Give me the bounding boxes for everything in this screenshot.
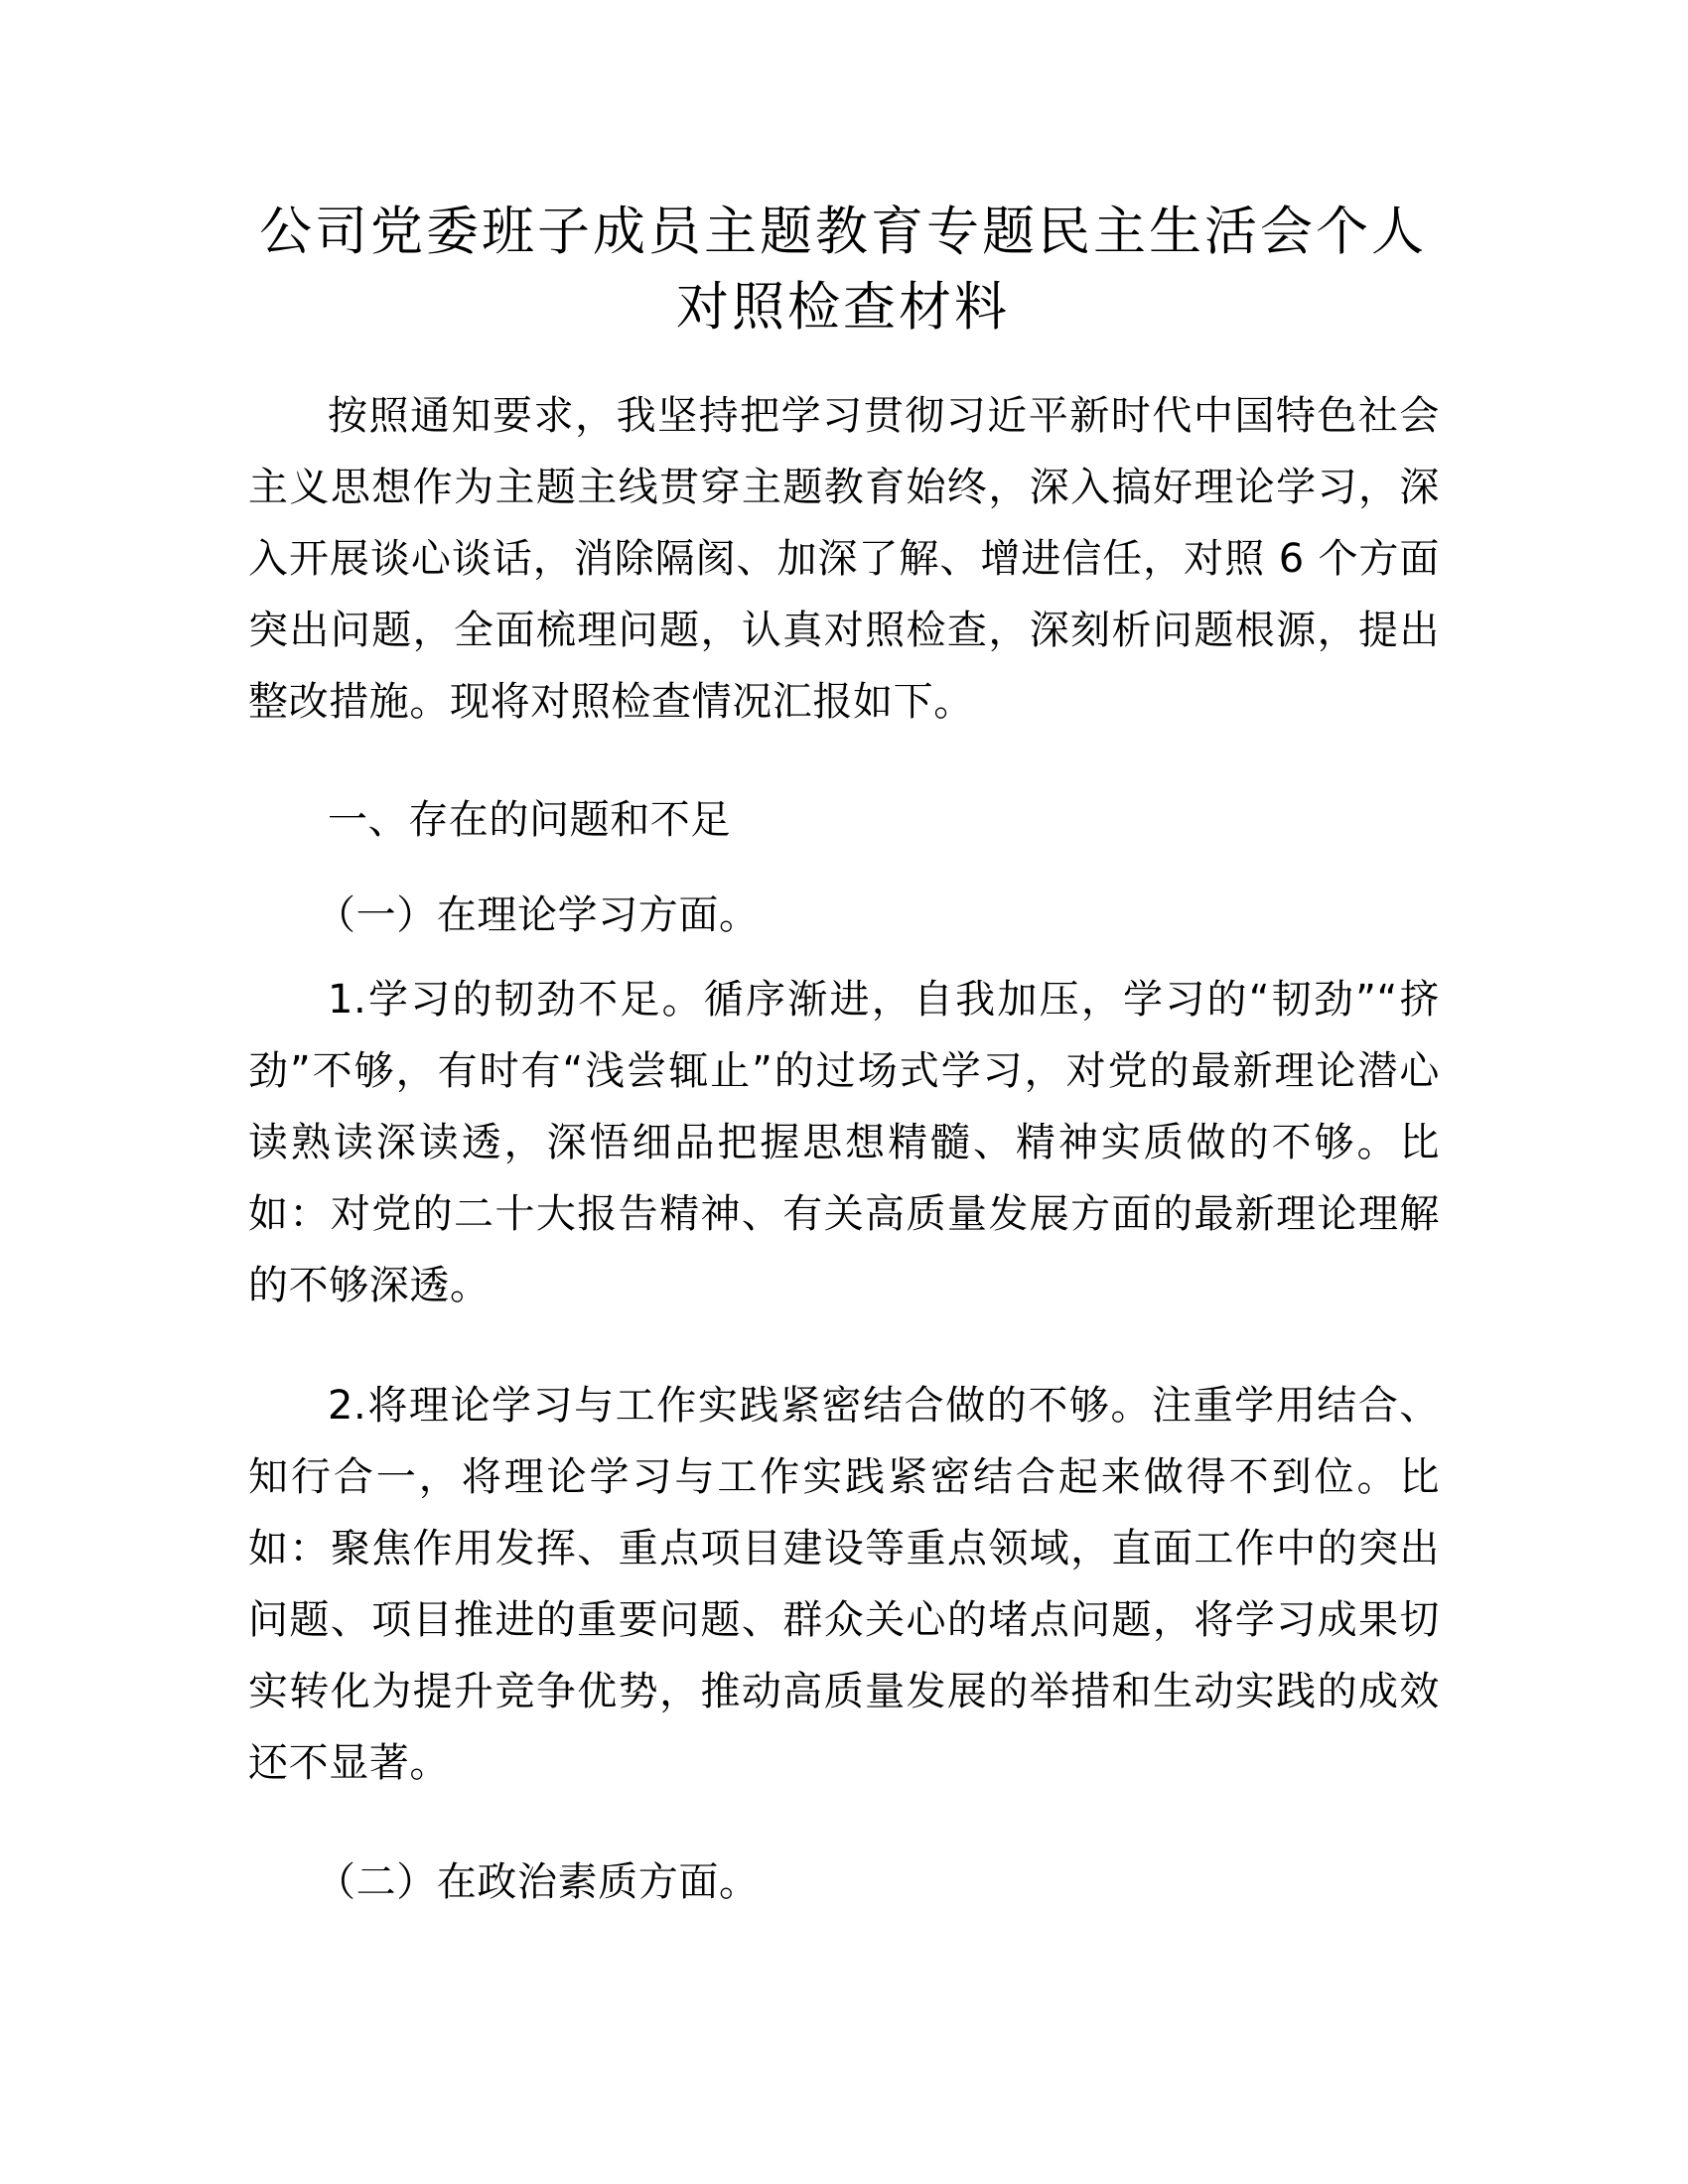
- intro-paragraph: 按照通知要求，我坚持把学习贯彻习近平新时代中国特色社会主义思想作为主题主线贯穿主题教育始终，深入搞好理论学习，深入开展谈心谈话，消除隔阂、加深了解、增进信任，对照 6 个方面突出问题，全面梳理问题，认真对照检查，深刻析问题根源，提出整改措施。现将对照检查情况汇报如下。: [248, 393, 1440, 725]
- subsection-heading-theory-study: （一）在理论学习方面。: [316, 892, 760, 938]
- item-paragraph-1: 1.学习的韧劲不足。循序渐进，自我加压，学习的“韧劲”“挤劲”不够，有时有“浅尝辄止”的过场式学习，对党的最新理论潜心读熟读深读透，深悟细品把握思想精髓、精神实质做的不够。比如：对党的二十大报告精神、有关高质量发展方面的最新理论理解的不够深透。: [248, 977, 1440, 1308]
- document-title: 公司党委班子成员主题教育专题民主生活会个人对照检查材料: [259, 202, 1427, 338]
- section-heading: 一、存在的问题和不足: [328, 797, 731, 843]
- subsection-heading-political-quality: （二）在政治素质方面。: [316, 1859, 760, 1905]
- item-paragraph-2: 2.将理论学习与工作实践紧密结合做的不够。注重学用结合、知行合一，将理论学习与工作实践紧密结合起来做得不到位。比如：聚焦作用发挥、重点项目建设等重点领域，直面工作中的突出问题、项目推进的重要问题、群众关心的堵点问题，将学习成果切实转化为提升竞争优势，推动高质量发展的举措和生动实践的成效还不显著。: [248, 1383, 1440, 1786]
